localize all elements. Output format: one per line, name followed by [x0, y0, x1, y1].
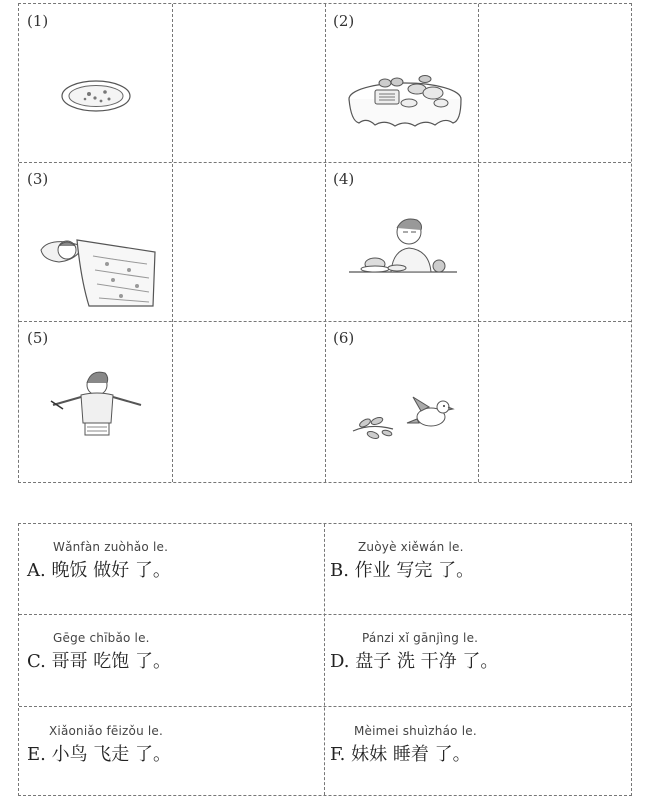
option-c[interactable] [19, 614, 324, 706]
option-text: A. 晚饭 做好 了。 [27, 560, 171, 581]
option-b[interactable] [324, 524, 631, 614]
item-number: (6) [333, 329, 355, 347]
option-d[interactable] [324, 614, 631, 706]
item-number: (2) [333, 12, 355, 30]
option-text: C. 哥哥 吃饱 了。 [27, 651, 172, 672]
option-pinyin: Pánzi xǐ gānjìng le. [362, 631, 479, 645]
picture-cell-2 [325, 4, 478, 162]
plate-icon [59, 76, 134, 116]
item-number: (4) [333, 170, 355, 188]
option-text: B. 作业 写完 了。 [330, 560, 475, 581]
answer-blank-2[interactable] [478, 4, 631, 162]
sleeping-girl-icon [37, 220, 159, 312]
option-a[interactable] [19, 524, 324, 614]
item-number: (3) [27, 170, 49, 188]
picture-cell-5 [19, 321, 172, 482]
answer-blank-6[interactable] [478, 321, 631, 482]
answer-blank-5[interactable] [172, 321, 325, 482]
option-text: E. 小鸟 飞走 了。 [27, 744, 172, 765]
answer-blank-4[interactable] [478, 162, 631, 321]
option-f[interactable] [324, 706, 631, 795]
answer-blank-1[interactable] [172, 4, 325, 162]
picture-cell-6 [325, 321, 478, 482]
picture-grid [18, 3, 632, 483]
option-text: D. 盘子 洗 干净 了。 [330, 651, 499, 672]
option-e[interactable] [19, 706, 324, 795]
dinner-table-icon [345, 59, 467, 139]
boy-eating-icon [347, 212, 459, 287]
option-pinyin: Gēge chībǎo le. [53, 631, 150, 645]
picture-cell-1 [19, 4, 172, 162]
item-number: (1) [27, 12, 49, 30]
option-pinyin: Mèimei shuìzháo le. [354, 724, 477, 738]
option-pinyin: Wǎnfàn zuòhǎo le. [53, 540, 169, 554]
picture-cell-4 [325, 162, 478, 321]
option-pinyin: Xiǎoniǎo fēizǒu le. [49, 724, 164, 738]
bird-flying-icon [351, 393, 455, 443]
item-number: (5) [27, 329, 49, 347]
girl-writing-icon [47, 365, 147, 437]
option-pinyin: Zuòyè xiěwán le. [358, 540, 464, 554]
answer-blank-3[interactable] [172, 162, 325, 321]
option-text: F. 妹妹 睡着 了。 [330, 744, 471, 765]
picture-cell-3 [19, 162, 172, 321]
options-table [18, 523, 632, 796]
